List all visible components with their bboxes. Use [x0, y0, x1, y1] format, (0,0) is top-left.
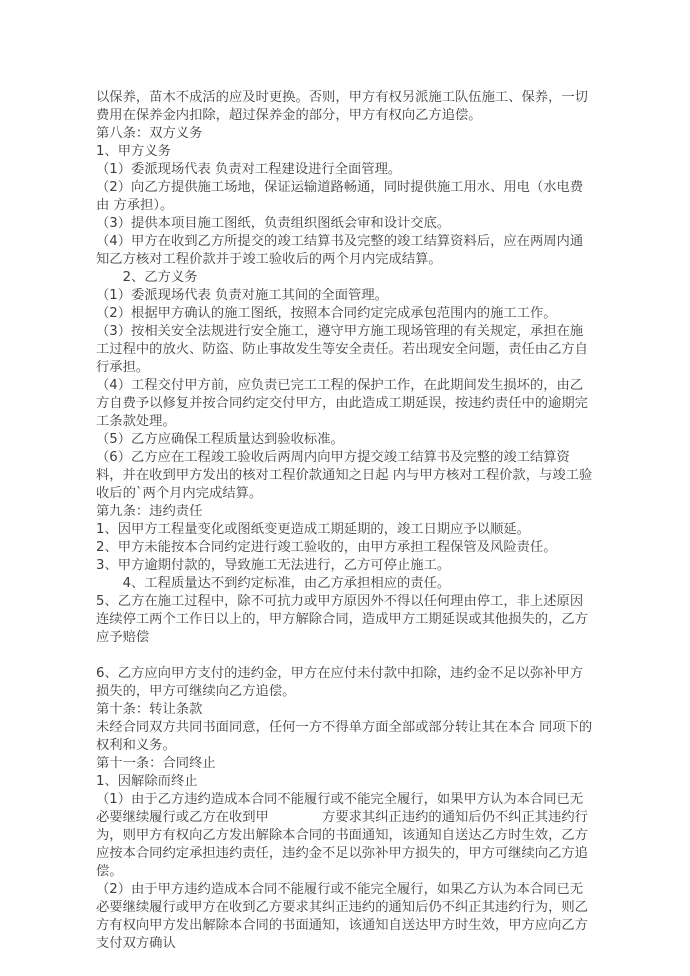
paragraph-maintenance-continuation: 以保养，苗木不成活的应及时更换。否则，甲方有权另派施工队伍施工、保养，一切费用在保养金内扣除，超过保养金的部分，甲方有权向乙方追偿。 — [96, 90, 588, 123]
contract-body-text — [96, 89, 595, 953]
paragraph-b-item-4: （4）工程交付甲方前，应负责已完工工程的保护工作，在此期间发生损坏的，由乙方自费予以修复并按合同约定交付甲方，由此造成工期延误，按违约责任中的逾期完工条款处理。 — [96, 378, 588, 429]
heading-article-9: 第九条：违约责任 — [96, 504, 203, 519]
paragraph-breach-item-5: 5、乙方在施工过程中，除不可抗力或甲方原因外不得以任何理由停工，非上述原因连续停工两个工作日以上的，甲方解除合同，造成甲方工期延误或其他损失的，乙方应予赔偿 — [96, 594, 588, 645]
paragraph-breach-item-4: 4、工程质量达不到约定标准，由乙方承担相应的责任。 — [96, 576, 451, 591]
paragraph-a-item-2: （2）向乙方提供施工场地，保证运输道路畅通，同时提供施工用水、用电（水电费由 方承担）。 — [96, 180, 584, 213]
paragraph-breach-item-1: 1、因甲方工程量变化或图纸变更造成工期延期的，竣工日期应予以顺延。 — [96, 522, 530, 537]
paragraph-termination-item-2: （2）由于甲方违约造成本合同不能履行或不能完全履行，如果乙方认为本合同已无必要继续履行或甲方在收到乙方要求其纠正违约的通知后仍不纠正其违约行为，则乙方有权向甲方发出解除本合同的书面通知，该通知自送达甲方时生效，甲方应向乙方支付双方确认 — [96, 882, 588, 951]
paragraph-party-a-obligations-title: 1、甲方义务 — [96, 144, 171, 159]
paragraph-b-item-6: （6）乙方应在工程竣工验收后两周内向甲方提交竣工结算书及完整的竣工结算资料，并在收到甲方发出的核对工程价款通知之日起 内与甲方核对工程价款，与竣工验收后的`两个月内完成结算。 — [96, 450, 593, 501]
paragraph-termination-title: 1、因解除而终止 — [96, 774, 198, 789]
paragraph-termination-item-1: （1）由于乙方违约造成本合同不能履行或不能完全履行，如果甲方认为本合同已无必要继续履行或乙方在收到甲 方要求其纠正违约的通知后仍不纠正其违约行为，则甲方有权向乙方发出解除本合同的书面通知，该通知自送达乙方时生效，乙方应按本合同约定承担违约责任，违约金不足以弥补甲方损失的，甲方可继续向乙方追偿。 — [96, 792, 588, 879]
paragraph-breach-item-2: 2、甲方未能按本合同约定进行竣工验收的，由甲方承担工程保管及风险责任。 — [96, 540, 557, 555]
paragraph-breach-item-3: 3、甲方逾期付款的，导致施工无法进行，乙方可停止施工。 — [96, 558, 451, 573]
heading-article-8: 第八条：双方义务 — [96, 126, 203, 141]
paragraph-a-item-4: （4）甲方在收到乙方所提交的竣工结算书及完整的竣工结算资料后，应在两周内通知乙方核对工程价款并于竣工验收后的两个月内完成结算。 — [96, 234, 584, 267]
paragraph-b-item-5: （5）乙方应确保工程质量达到验收标准。 — [96, 432, 344, 447]
paragraph-transfer-clause: 未经合同双方共同书面同意，任何一方不得单方面全部或部分转让其在本合 同项下的权利和义务。 — [96, 720, 593, 753]
paragraph-b-item-1: （1）委派现场代表 负责对施工其间的全面管理。 — [96, 288, 388, 303]
paragraph-breach-item-6: 6、乙方应向甲方支付的违约金，甲方在应付未付款中扣除，违约金不足以弥补甲方损失的，甲方可继续向乙方追偿。 — [96, 666, 584, 699]
paragraph-b-item-2: （2）根据甲方确认的施工图纸，按照本合同约定完成承包范围内的施工工作。 — [96, 306, 557, 321]
heading-article-11: 第十一条：合同终止 — [96, 756, 216, 771]
paragraph-a-item-1: （1）委派现场代表 负责对工程建设进行全面管理。 — [96, 162, 402, 177]
paragraph-b-item-3: （3）按相关安全法规进行安全施工，遵守甲方施工现场管理的有关规定，承担在施工过程中的放火、防盗、防止事故发生等安全责任。若出现安全问题，责任由乙方自行承担。 — [96, 324, 588, 375]
paragraph-a-item-3: （3）提供本项目施工图纸，负责组织图纸会审和设计交底。 — [96, 216, 451, 231]
paragraph-party-b-obligations-title: 2、乙方义务 — [96, 270, 198, 285]
blank-line — [96, 647, 595, 665]
heading-article-10: 第十条：转让条款 — [96, 702, 203, 717]
